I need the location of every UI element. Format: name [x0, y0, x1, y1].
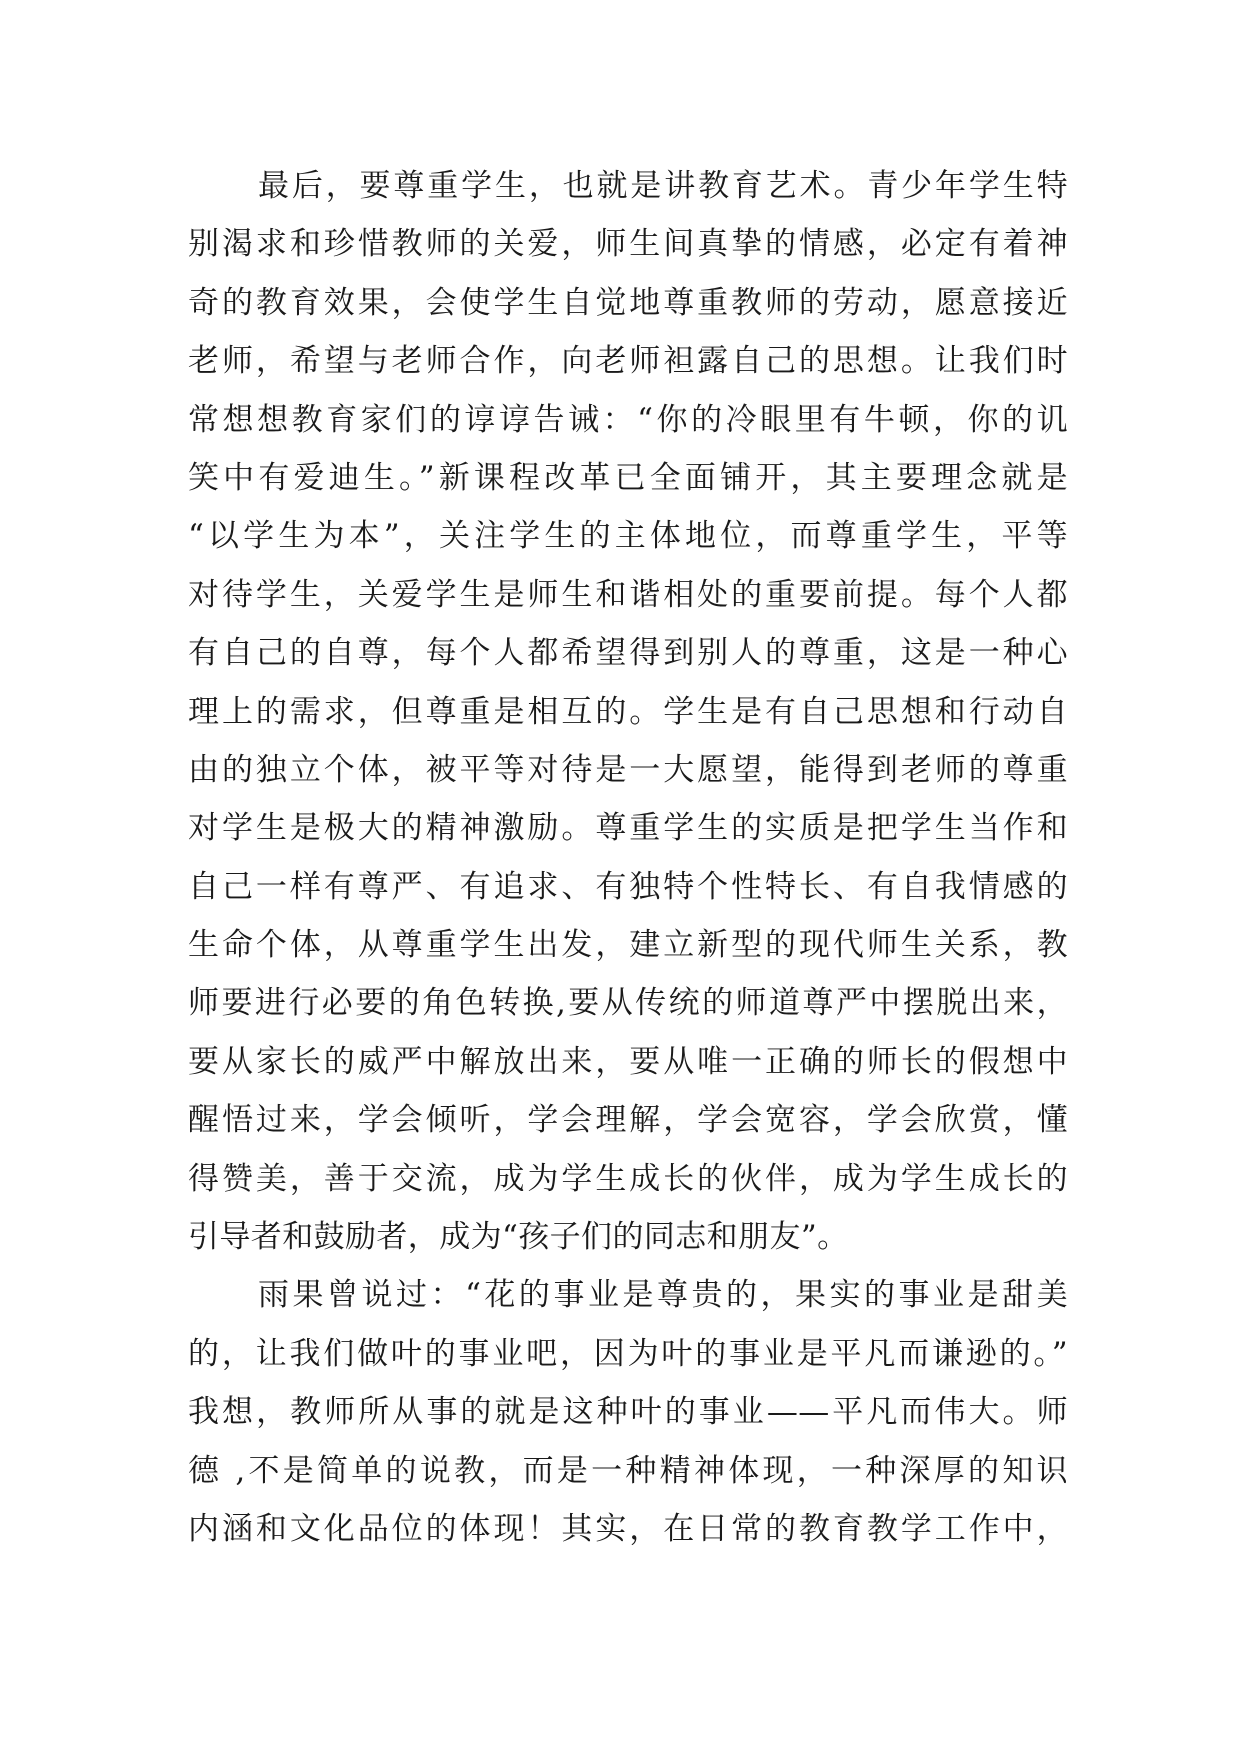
- text-line: 有自己的自尊，每个人都希望得到别人的尊重，这是一种心: [188, 635, 1068, 672]
- text-line: 师要进行必要的角色转换,要从传统的师道尊严中摆脱出来，: [188, 985, 1068, 1022]
- text-line: 别渴求和珍惜教师的关爱，师生间真挚的情感，必定有着神: [188, 226, 1068, 263]
- text-line: 我想，教师所从事的就是这种叶的事业——平凡而伟大。师: [188, 1394, 1068, 1431]
- text-line: 内涵和文化品位的体现！其实，在日常的教育教学工作中，: [188, 1510, 1068, 1547]
- text-line: 引导者和鼓励者，成为“孩子们的同志和朋友”。: [188, 1219, 849, 1256]
- text-line: 老师，希望与老师合作，向老师袒露自己的思想。让我们时: [188, 343, 1068, 380]
- text-line: 笑中有爱迪生。”新课程改革已全面铺开，其主要理念就是: [188, 459, 1068, 496]
- text-line: 常想想教育家们的谆谆告诫：“你的冷眼里有牛顿，你的讥: [188, 401, 1068, 438]
- text-line: 奇的教育效果，会使学生自觉地尊重教师的劳动，愿意接近: [188, 284, 1068, 321]
- paragraph-1: [188, 157, 1068, 1266]
- text-line: “以学生为本”，关注学生的主体地位，而尊重学生，平等: [188, 518, 1068, 555]
- text-line: 理上的需求，但尊重是相互的。学生是有自己思想和行动自: [188, 693, 1068, 730]
- text-line: 自己一样有尊严、有追求、有独特个性特长、有自我情感的: [188, 868, 1068, 905]
- text-line: 的，让我们做叶的事业吧，因为叶的事业是平凡而谦逊的。”: [188, 1335, 1068, 1372]
- text-line: 醒悟过来，学会倾听，学会理解，学会宽容，学会欣赏，懂: [188, 1102, 1068, 1139]
- text-line: 德 ,不是简单的说教，而是一种精神体现，一种深厚的知识: [188, 1452, 1068, 1489]
- text-line: 雨果曾说过：“花的事业是尊贵的，果实的事业是甜美: [258, 1277, 1068, 1314]
- text-line: 对待学生，关爱学生是师生和谐相处的重要前提。每个人都: [188, 576, 1068, 613]
- text-line: 生命个体，从尊重学生出发，建立新型的现代师生关系，教: [188, 927, 1068, 964]
- text-line: 由的独立个体，被平等对待是一大愿望，能得到老师的尊重: [188, 751, 1068, 788]
- text-line: 最后，要尊重学生，也就是讲教育艺术。青少年学生特: [258, 168, 1068, 204]
- text-line: 对学生是极大的精神激励。尊重学生的实质是把学生当作和: [188, 810, 1068, 847]
- paragraph-2: [188, 1266, 1068, 1558]
- text-line: 要从家长的威严中解放出来，要从唯一正确的师长的假想中: [188, 1043, 1068, 1080]
- body-text: [188, 157, 1068, 1558]
- text-line: 得赞美，善于交流，成为学生成长的伙伴，成为学生成长的: [188, 1160, 1068, 1197]
